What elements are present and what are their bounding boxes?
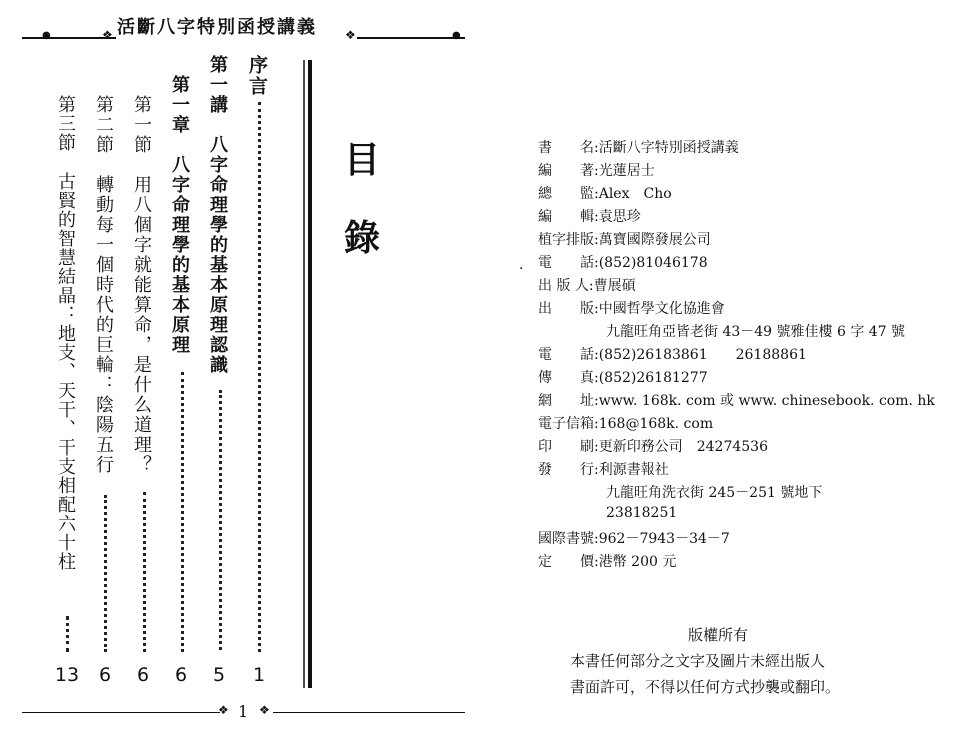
colophon-value: 九龍旺角亞皆老街 43－49 號雅佳樓 6 字 47 號 [606, 324, 906, 340]
colophon-value: (852)81046178 [598, 255, 708, 271]
toc-entry-title: 八字命理學的基本原理認識 [207, 135, 228, 375]
colophon-value: 活斷八字特別函授講義 [598, 140, 739, 156]
colophon-key: 出 版 [538, 301, 594, 317]
colophon-separator: : [594, 301, 599, 317]
toc-entry-title: 用八個字就能算命，是什么道理？ [131, 175, 152, 475]
colophon-key: 電子信箱 [538, 416, 594, 432]
colophon-value: 光蓮居士 [598, 163, 655, 179]
toc-entry-lecture-1 [204, 55, 230, 375]
toc-entry-label: 第三節 [55, 95, 76, 152]
colophon-key: 總 監 [538, 186, 594, 202]
colophon-separator: : [594, 416, 599, 432]
toc-entry-label: 第一講 [207, 55, 228, 115]
toc-entry-label: 第二節 [93, 95, 114, 155]
toc-leader-dots [143, 492, 146, 652]
colophon-row [538, 206, 641, 226]
colophon-separator: : [594, 255, 599, 271]
colophon-key: 編 著 [538, 163, 594, 179]
colophon-row [538, 436, 768, 456]
colophon-separator: : [594, 347, 599, 363]
colophon-value: 更新印務公司 24274536 [598, 439, 768, 455]
colophon-row [538, 252, 708, 272]
colophon-key: 國際書號 [538, 531, 594, 547]
header-title: 活斷八字特別函授講義 [117, 17, 317, 38]
colophon-row [538, 551, 676, 571]
colophon-value: 曹展碩 [593, 278, 636, 294]
colophon-key: 出 版 人 [538, 278, 589, 294]
colophon-separator: : [594, 370, 599, 386]
colophon-key: 發 行 [538, 462, 594, 478]
colophon-value: 港幣 200 元 [598, 554, 677, 570]
colophon-row [538, 413, 713, 433]
toc-entry-section-2 [90, 95, 116, 475]
toc-heading: 目 [344, 140, 381, 181]
colophon-separator: : [594, 462, 599, 478]
colophon-row [538, 390, 935, 410]
colophon-value: www. 168k. com 或 www. chinesebook. com. hk [598, 393, 935, 409]
colophon-key: 植字排版 [538, 232, 594, 248]
toc-entry-section-1 [128, 95, 154, 475]
ornament-icon: ❖ [102, 28, 113, 42]
colophon-row [538, 160, 655, 180]
colophon-row [538, 229, 711, 249]
toc-page-number: 13 [54, 664, 80, 686]
toc-leader-dots [219, 390, 222, 650]
page-number: 1 [238, 702, 249, 721]
colophon-separator: : [594, 140, 599, 156]
colophon-row [538, 183, 672, 203]
colophon-key: 電 話 [538, 347, 594, 363]
toc-entry-chapter-1 [166, 75, 192, 355]
colophon-value: 中國哲學文化協進會 [598, 301, 725, 317]
footer-rule-left [22, 712, 220, 713]
toc-entry-title: 轉動每一個時代的巨輪：陰陽五行 [93, 175, 114, 475]
ornament-icon: ❖ [259, 703, 270, 717]
colophon-value: Alex Cho [598, 186, 672, 202]
colophon-row [538, 367, 708, 387]
colophon-separator: : [594, 209, 599, 225]
double-vertical-rule [302, 60, 314, 688]
colophon-separator: : [594, 439, 599, 455]
rights-line-2: 書面許可，不得以任何方式抄襲或翻印。 [570, 678, 841, 696]
ornament-icon: ❖ [218, 703, 229, 717]
header-rule-right [357, 37, 465, 39]
toc-heading: 錄 [344, 218, 381, 259]
colophon-key: 書 名 [538, 140, 594, 156]
colophon-separator: : [588, 278, 594, 294]
toc-leader-dots [181, 372, 184, 652]
colophon-value: 袁思珍 [598, 209, 641, 225]
colophon-key: 電 話 [538, 255, 594, 271]
toc-page-number: 5 [212, 664, 226, 686]
colophon-key: 編 輯 [538, 209, 594, 225]
colophon-row [538, 137, 739, 157]
colophon-separator: : [594, 393, 599, 409]
colophon-value: 168@168k. com [598, 416, 714, 432]
colophon-separator: : [594, 531, 599, 547]
colophon-value: 萬寶國際發展公司 [598, 232, 711, 248]
toc-leader-dots [66, 616, 69, 652]
colophon-row [538, 275, 636, 295]
toc-page-number: 6 [136, 664, 150, 686]
colophon-value: (852)26181277 [598, 370, 708, 386]
colophon-value: 利源書報社 [598, 462, 669, 478]
footer-rule-right [273, 712, 465, 713]
toc-leader-dots [104, 495, 107, 652]
toc-entry-title: 古賢的智慧結晶：地支、天干、干支相配六十柱 [55, 172, 76, 571]
margin-mark: · [519, 261, 524, 277]
colophon-value: (852)26183861 26188861 [598, 347, 807, 363]
toc-entry-title: 八字命理學的基本原理 [169, 155, 190, 355]
colophon-separator: : [594, 232, 599, 248]
colophon-row [538, 528, 730, 548]
colophon-row [538, 459, 669, 479]
toc-entry-section-3 [52, 95, 78, 571]
colophon-key: 網 址 [538, 393, 594, 409]
colophon-separator: : [594, 554, 599, 570]
colophon-separator: : [594, 186, 599, 202]
colophon-value: 九龍旺角洗衣街 245－251 號地下 [606, 485, 823, 501]
colophon-value: 962－7943－34－7 [598, 531, 730, 547]
rights-line-1: 本書任何部分之文字及圖片未經出版人 [570, 652, 826, 670]
header-dot: ● [452, 30, 461, 41]
colophon-row [538, 298, 725, 318]
colophon-key: 傳 真 [538, 370, 594, 386]
colophon-separator: : [594, 163, 599, 179]
toc-page-number: 6 [98, 664, 112, 686]
toc-page-number: 1 [252, 664, 266, 686]
colophon-row [538, 344, 807, 364]
colophon-key: 印 刷 [538, 439, 594, 455]
colophon-value: 23818251 [606, 505, 678, 521]
toc-entry-label: 第一節 [131, 95, 152, 155]
header-dot: ● [42, 30, 51, 41]
ornament-icon: ❖ [345, 28, 356, 42]
toc-entry-label: 第一章 [169, 75, 190, 135]
colophon-key: 定 價 [538, 554, 594, 570]
rights-title: 版權所有 [688, 626, 749, 644]
toc-entry-preface: 序言 [246, 55, 268, 97]
toc-leader-dots [258, 102, 261, 652]
toc-page-number: 6 [174, 664, 188, 686]
